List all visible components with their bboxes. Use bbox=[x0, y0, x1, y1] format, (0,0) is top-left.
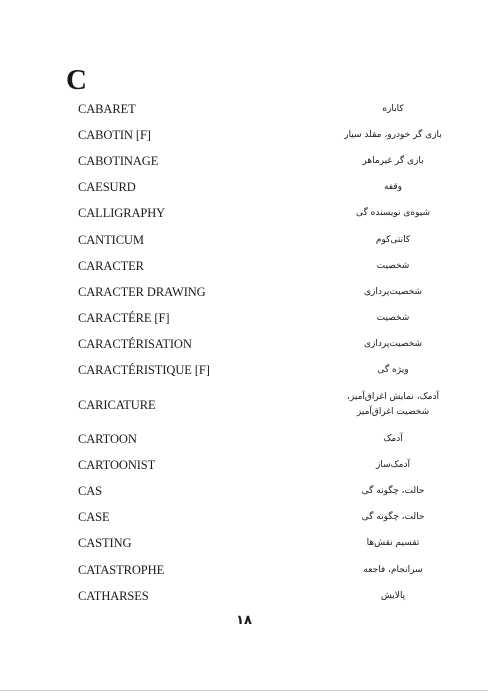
glossary-row bbox=[0, 358, 488, 384]
english-term: CAS bbox=[78, 484, 103, 499]
glossary-row bbox=[0, 332, 488, 358]
glossary-row bbox=[0, 279, 488, 305]
english-term: CARTOON bbox=[78, 431, 137, 446]
glossary-row bbox=[0, 122, 488, 148]
glossary-row bbox=[0, 505, 488, 531]
english-term: CATASTROPHE bbox=[78, 562, 165, 577]
english-term: CABARET bbox=[78, 101, 136, 116]
persian-translation: کانتی‌کوم bbox=[375, 234, 411, 245]
english-term: CARACTER bbox=[78, 258, 144, 273]
glossary-row bbox=[0, 426, 488, 452]
english-term: CALLIGRAPHY bbox=[78, 206, 166, 221]
persian-translation: آدمک bbox=[383, 433, 403, 444]
glossary-row bbox=[0, 452, 488, 478]
glossary-entries bbox=[0, 96, 488, 609]
persian-translation: شخصیت‌پردازی bbox=[363, 339, 423, 350]
glossary-row bbox=[0, 253, 488, 279]
glossary-row bbox=[0, 531, 488, 557]
persian-translation: حالت، چگونه گی bbox=[361, 512, 425, 523]
english-term: CARACTÉRISTIQUE [F] bbox=[78, 363, 210, 378]
english-term: CAESURD bbox=[78, 180, 136, 195]
english-term: CATHARSES bbox=[78, 588, 149, 603]
persian-translation: وقفه bbox=[383, 182, 403, 193]
english-term: CABOTIN [F] bbox=[78, 127, 151, 142]
persian-translation: شیوه‌ی نویسنده گی bbox=[355, 208, 431, 219]
persian-translation: شخصیت bbox=[376, 260, 410, 271]
persian-translation: پالایش bbox=[380, 590, 406, 601]
section-letter: C bbox=[66, 64, 87, 96]
english-term: CASTING bbox=[78, 536, 132, 551]
glossary-row bbox=[0, 557, 488, 583]
english-term: CANTICUM bbox=[78, 232, 144, 247]
english-term: CABOTINAGE bbox=[78, 153, 159, 168]
glossary-row bbox=[0, 227, 488, 253]
persian-translation: شخصیت bbox=[376, 313, 410, 324]
persian-translation: حالت، چگونه گی bbox=[361, 486, 425, 497]
glossary-row bbox=[0, 306, 488, 332]
english-term: CARACTÉRE [F] bbox=[78, 311, 170, 326]
persian-translation: سرانجام، فاجعه bbox=[363, 564, 423, 575]
persian-translation: شخصیت‌پردازی bbox=[363, 286, 423, 297]
english-term: CASE bbox=[78, 510, 110, 525]
persian-translation: کاباره bbox=[382, 103, 404, 114]
glossary-row bbox=[0, 478, 488, 504]
persian-translation: بازی گر غیرماهر bbox=[362, 155, 424, 166]
glossary-row bbox=[0, 148, 488, 174]
glossary-row bbox=[0, 96, 488, 122]
english-term: CARICATURE bbox=[78, 397, 156, 412]
bottom-divider bbox=[0, 690, 488, 691]
persian-translation: ویژه گی bbox=[377, 365, 409, 376]
persian-translation: آدمک‌ساز bbox=[376, 459, 411, 470]
page-number: ۱۸ bbox=[236, 613, 252, 628]
glossary-row bbox=[0, 384, 488, 426]
glossary-row bbox=[0, 201, 488, 227]
persian-translation: بازی گر خودرو، مقلد سیار bbox=[344, 129, 442, 140]
english-term: CARTOONIST bbox=[78, 457, 156, 472]
english-term: CARACTER DRAWING bbox=[78, 284, 206, 299]
persian-translation: آدمک، نمایش اغراق‌آمیز، شخصیت اغراق‌آمیز bbox=[347, 392, 440, 418]
glossary-row bbox=[0, 175, 488, 201]
glossary-row bbox=[0, 583, 488, 609]
persian-translation: تقسیم نقش‌ها bbox=[366, 538, 420, 549]
english-term: CARACTÉRISATION bbox=[78, 337, 192, 352]
